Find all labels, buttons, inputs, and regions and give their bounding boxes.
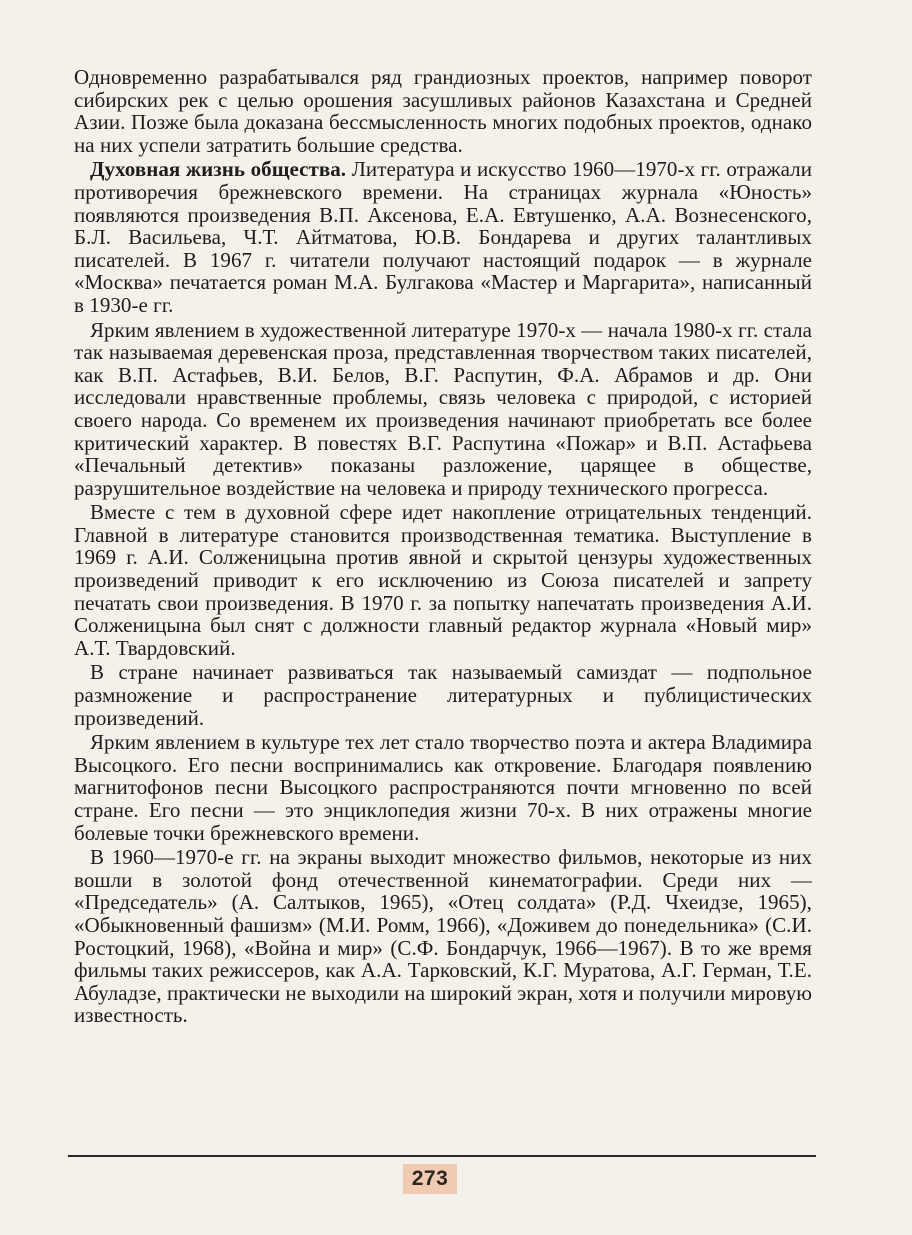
section-heading: Духовная жизнь общества.: [90, 157, 347, 182]
paragraph-films: [74, 846, 812, 1027]
paragraph-samizdat: [74, 661, 812, 729]
paragraph-text: В стране начинает развиваться так называемый самиздат — подпольное размножение и распространение литературных и публицистических произведений.: [74, 660, 812, 730]
paragraph-text: Ярким явлением в культуре тех лет стало творчество поэта и актера Владимира Высоцкого. Его песни воспринимались как откровение. Благодаря появлению магнитофонов песни Высоцкого распространяются почти мгновенно по всей стране. Его песни — это энциклопедия жизни 70-х. В них отражены многие болевые точки брежневского времени.: [74, 730, 812, 845]
paragraph-text: Ярким явлением в художественной литературе 1970-х — начала 1980-х гг. стала так называемая деревенская проза, представленная творчеством таких писателей, как В.П. Астафьев, В.И. Белов, В.Г. Распутин, Ф.А. Абрамов и др. Они исследовали нравственные проблемы, связь человека с природой, с историей своего народа. Со временем их произведения начинают приобретать все более критический характер. В повестях В.Г. Распутина «Пожар» и В.П. Астафьева «Печальный детектив» показаны разложение, царящее в обществе, разрушительное воздействие на человека и природу технического прогресса.: [74, 317, 812, 500]
paragraph-vysotsky: [74, 731, 812, 844]
paragraph-projects: [74, 66, 812, 156]
paragraph-negative-trends: [74, 501, 812, 659]
page-text: [74, 66, 812, 1027]
page-number: 273: [411, 1167, 449, 1190]
paragraph-text: Литература и искусство 1960—1970-х гг. отражали противоречия брежневского времени. На страницах журнала «Юность» появляются произведения В.П. Аксенова, Е.А. Евтушенко, А.А. Вознесенского, Б.Л. Васильева, Ч.Т. Айтматова, Ю.В. Бондарева и других талантливых писателей. В 1967 г. читатели получают настоящий подарок — в журнале «Москва» печатается роман М.А. Булгакова «Мастер и Маргарита», написанный в 1930-е гг.: [74, 157, 812, 317]
footer-rule: [68, 1155, 816, 1157]
paragraph-text: Вместе с тем в духовной сфере идет накопление отрицательных тенденций. Главной в литературе становится производственная тематика. Выступление в 1969 г. А.И. Солженицына против явной и скрытой цензуры художественных произведений приводит к его исключению из Союза писателей и запрету печатать свои произведения. В 1970 г. за попытку напечатать произведения А.И. Солженицына был снят с должности главный редактор журнала «Новый мир» А.Т. Твардовский.: [74, 500, 812, 660]
page-number-badge: [403, 1164, 457, 1194]
paragraph-village-prose: [74, 319, 812, 500]
paragraph-text: Одновременно разрабатывался ряд грандиозных проектов, например поворот сибирских рек с целью орошения засушливых районов Казахстана и Средней Азии. Позже была доказана бессмысленность многих подобных проектов, однако на них успели затратить большие средства.: [74, 65, 812, 157]
paragraph-text: В 1960—1970-е гг. на экраны выходит множество фильмов, некоторые из них вошли в золотой фонд отечественной кинематографии. Среди них — «Председатель» (А. Салтыков, 1965), «Отец солдата» (Р.Д. Чхеидзе, 1965), «Обыкновенный фашизм» (М.И. Ромм, 1966), «Доживем до понедельника» (С.И. Ростоцкий, 1968), «Война и мир» (С.Ф. Бондарчук, 1966—1967). В то же время фильмы таких режиссеров, как А.А. Тарковский, К.Г. Муратова, А.Г. Герман, Т.Е. Абуладзе, практически не выходили на широкий экран, хотя и получили мировую известность.: [74, 845, 812, 1028]
paragraph-spiritual-life: [74, 158, 812, 316]
